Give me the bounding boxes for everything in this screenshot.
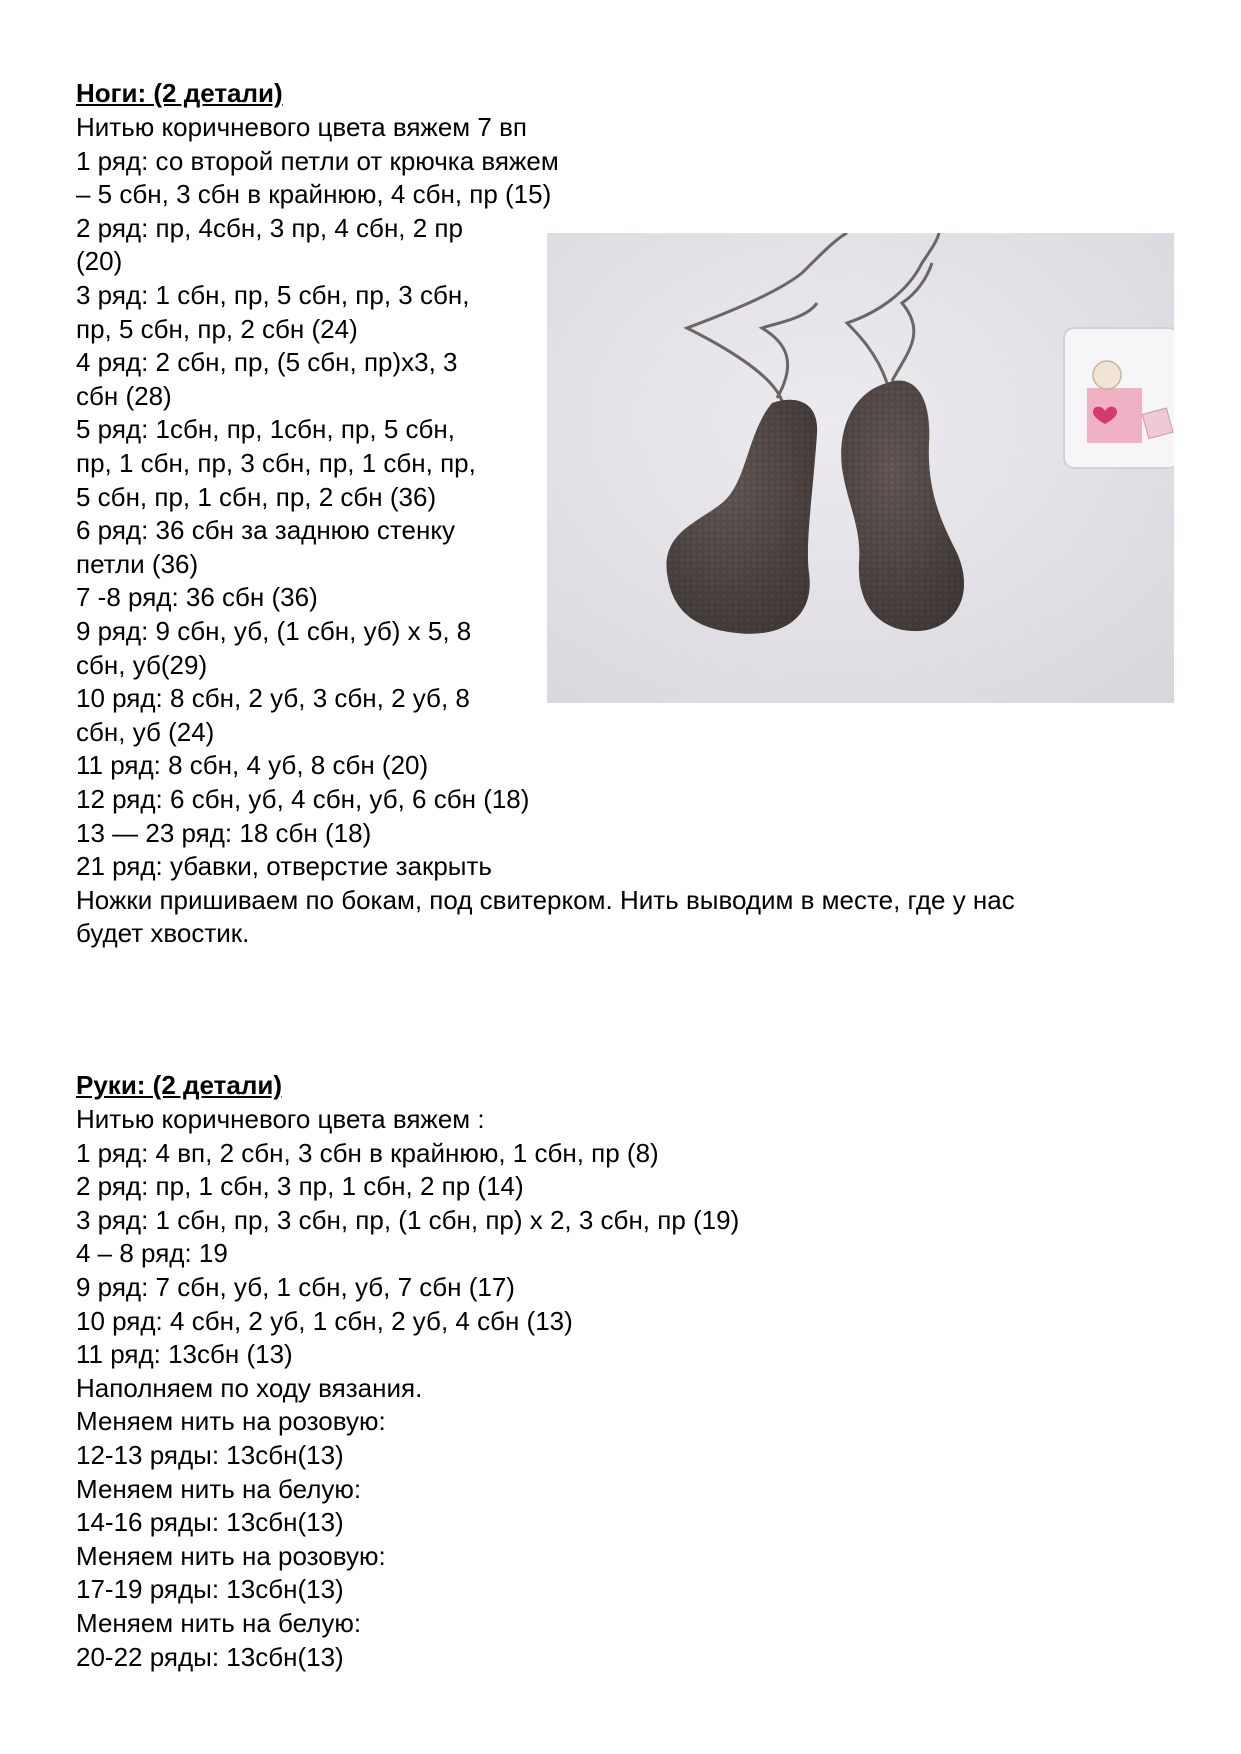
arms-line: 4 – 8 ряд: 19	[76, 1238, 228, 1268]
legs-line: сбн (28)	[76, 381, 172, 411]
arms-line: Меняем нить на розовую:	[76, 1541, 386, 1571]
legs-line: 13 — 23 ряд: 18 сбн (18)	[76, 818, 372, 848]
arms-line: 9 ряд: 7 сбн, уб, 1 сбн, уб, 7 сбн (17)	[76, 1272, 515, 1302]
legs-line: сбн, уб (24)	[76, 717, 215, 747]
legs-line: 9 ряд: 9 сбн, уб, (1 сбн, уб) х 5, 8	[76, 616, 472, 646]
legs-line: Нитью коричневого цвета вяжем 7 вп	[76, 112, 527, 142]
arms-line: 11 ряд: 13сбн (13)	[76, 1339, 293, 1369]
arms-line: 14-16 ряды: 13сбн(13)	[76, 1507, 344, 1537]
legs-line: будет хвостик.	[76, 918, 250, 948]
legs-line: 3 ряд: 1 сбн, пр, 5 сбн, пр, 3 сбн,	[76, 280, 470, 310]
legs-line: 6 ряд: 36 сбн за заднюю стенку	[76, 515, 456, 545]
legs-line: 7 -8 ряд: 36 сбн (36)	[76, 582, 318, 612]
arms-line: 12-13 ряды: 13сбн(13)	[76, 1440, 344, 1470]
legs-line: 4 ряд: 2 сбн, пр, (5 сбн, пр)х3, 3	[76, 347, 458, 377]
legs-line: 10 ряд: 8 сбн, 2 уб, 3 сбн, 2 уб, 8	[76, 683, 470, 713]
arms-line: 20-22 ряды: 13сбн(13)	[76, 1642, 344, 1672]
legs-line: пр, 5 сбн, пр, 2 сбн (24)	[76, 314, 358, 344]
arms-line: 10 ряд: 4 сбн, 2 уб, 1 сбн, 2 уб, 4 сбн (13)	[76, 1306, 573, 1336]
legs-line: 5 сбн, пр, 1 сбн, пр, 2 сбн (36)	[76, 482, 437, 512]
arms-line: 17-19 ряды: 13сбн(13)	[76, 1574, 344, 1604]
arms-line: Меняем нить на белую:	[76, 1608, 362, 1638]
arms-line: Меняем нить на белую:	[76, 1474, 362, 1504]
legs-line: 1 ряд: со второй петли от крючка вяжем	[76, 146, 559, 176]
arms-line: 3 ряд: 1 сбн, пр, 3 сбн, пр, (1 сбн, пр) х 2, 3 сбн, пр (19)	[76, 1205, 740, 1235]
legs-line: петли (36)	[76, 549, 199, 579]
crocheted-legs-photo	[547, 233, 1174, 703]
arms-line: Меняем нить на розовую:	[76, 1406, 386, 1436]
arms-line: 2 ряд: пр, 1 сбн, 3 пр, 1 сбн, 2 пр (14)	[76, 1171, 524, 1201]
legs-line: Ножки пришиваем по бокам, под свитерком. Нить выводим в месте, где у нас	[76, 885, 1015, 915]
legs-line: (20)	[76, 246, 123, 276]
arms-line: Нитью коричневого цвета вяжем :	[76, 1104, 485, 1134]
legs-heading: Ноги: (2 детали)	[76, 78, 283, 108]
legs-line: 5 ряд: 1сбн, пр, 1сбн, пр, 5 сбн,	[76, 414, 455, 444]
arms-line: Наполняем по ходу вязания.	[76, 1373, 423, 1403]
legs-line: 2 ряд: пр, 4сбн, 3 пр, 4 сбн, 2 пр	[76, 213, 463, 243]
legs-line: 21 ряд: убавки, отверстие закрыть	[76, 851, 492, 881]
legs-line: сбн, уб(29)	[76, 650, 208, 680]
legs-line: 11 ряд: 8 сбн, 4 уб, 8 сбн (20)	[76, 750, 429, 780]
legs-line: 12 ряд: 6 сбн, уб, 4 сбн, уб, 6 сбн (18)	[76, 784, 530, 814]
legs-line: пр, 1 сбн, пр, 3 сбн, пр, 1 сбн, пр,	[76, 448, 476, 478]
arms-heading: Руки: (2 детали)	[76, 1070, 282, 1100]
arms-line: 1 ряд: 4 вп, 2 сбн, 3 сбн в крайнюю, 1 сбн, пр (8)	[76, 1138, 659, 1168]
legs-line: – 5 сбн, 3 сбн в крайнюю, 4 сбн, пр (15)	[76, 179, 552, 209]
